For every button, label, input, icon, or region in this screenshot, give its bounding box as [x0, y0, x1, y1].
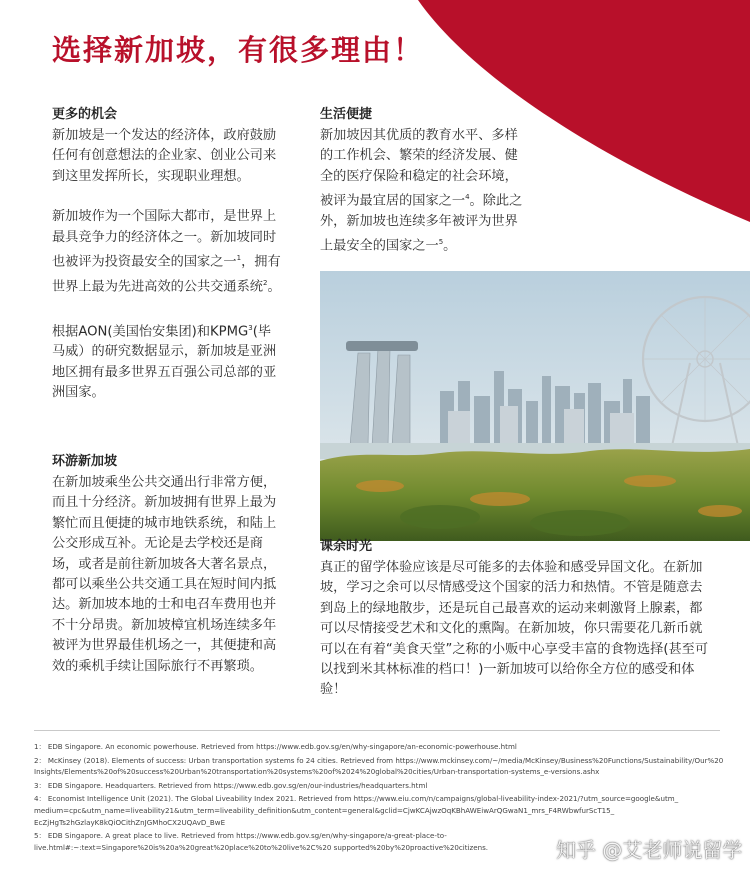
footnote: 3： EDB Singapore. Headquarters. Retrieved from https://www.edb.gov.sg/en/our-industries/headquarters.html [34, 780, 428, 790]
paragraph: 新加坡是一个发达的经济体，政府鼓励任何有创意想法的企业家、创业公司来到这里发挥所长，实现职业理想。 [52, 128, 277, 184]
paragraph: 真正的留学体验应该是尽可能多的去体验和感受异国文化。在新加坡，学习之余可以尽情感受这个国家的活力和热情。不管是随意去到岛上的绿地散步，还是玩自己最喜欢的运动来刺激肾上腺素，都可以尽情接受艺术和文化的熏陶。在新加坡，你只需要花几新币就可以在有着“美食天堂”之称的小贩中心享受丰富的食物选择(甚至可以找到米其林标准的档口！)一新加坡可以给你全方位的感受和体验！ [320, 560, 709, 698]
section-heading: 更多的机会 [52, 107, 118, 122]
footnote-ref: 2 [263, 278, 268, 287]
section-convenient-life [320, 103, 526, 257]
footnote: 2： McKinsey (2018). Elements of success: Urban transportation systems fo 24 cities. Retrieved from https://www.mckinsey.com/~/media/McKinsey/Business%20Functions/Sustainability/Our%20 Insights/Elements%20of%20success%20Urban%20transportation%20systems%20of%2024%20global%20cities/Urban-transportation-systems_e-versions.ashx [34, 755, 724, 777]
footnote-ref: 4 [465, 193, 470, 202]
paragraph: 在新加坡乘坐公共交通出行非常方便，而且十分经济。新加坡拥有世界上最为繁忙而且便捷的城市地铁系统，和陆上公交形成互补。无论是去学校还是商场，或者是前往新加坡各大著名景点，都可以乘坐公共交通工具在短时间内抵达。新加坡本地的士和电召车费用也并不十分昂贵。新加坡樟宜机场连续多年被评为世界最佳机场之一，其便捷和高效的乘机手续让国际旅行不再繁琐。 [52, 475, 277, 674]
section-heading: 环游新加坡 [52, 454, 118, 469]
footnote-divider [34, 730, 720, 731]
section-heading: 课余时光 [320, 539, 373, 554]
page-title: 选择新加坡，有很多理由！ [52, 33, 425, 67]
footnote-ref: 1 [236, 254, 242, 263]
section-leisure-time [320, 535, 710, 701]
footnote-ref: 3 [248, 323, 253, 332]
watermark-text: 知乎 @艾老师说留学 [556, 838, 743, 862]
paragraph: 新加坡作为一个国际大都市，是世界上最具竞争力的经济体之一。新加坡同时也被评为投资最安全的国家之一$^1$，拥有世界上最为先进高效的公共交通系统$^2$。 [52, 209, 281, 295]
singapore-skyline-photo [320, 271, 750, 541]
footnote: 1： EDB Singapore. An economic powerhouse. Retrieved from https://www.edb.gov.sg/en/why-singapore/an-economic-powerhouse.html [34, 742, 517, 751]
section-heading: 生活便捷 [320, 107, 373, 122]
footnote-ref: 5 [438, 238, 444, 247]
paragraph: 根据AON(美国怡安集团)和KPMG$^3$(毕马威）的研究数据显示，新加坡是亚洲地区拥有最多世界五百强公司总部的亚洲国家。 [52, 323, 277, 401]
paragraph: 新加坡因其优质的教育水平、多样的工作机会、繁荣的经济发展、健全的医疗保险和稳定的社会环境，被评为最宜居的国家之一$^4$。除此之外，新加坡也连续多年被评为世界上最安全的国家之一$^5$。 [320, 128, 523, 254]
footnote: 4： Economist Intelligence Unit (2021). The Global Liveability Index 2021. Retrieved from https://www.eiu.com/n/campaigns/global-liveability-index-2021/?utm_source=google&utm_ medium=cpc&utm_name=liveability21&utm_term=liveability_definition&utm_content=general&gclid=CjwKCAjwzOqKBhAWEiwArQGwaN1_mrs_F4RWbwfurScT15_ EcZjHgTs2hGzlayK8kQiOCithZnJGMhoCX2UQAvD_BwE [34, 794, 679, 827]
section-more-opportunities [52, 103, 284, 404]
footnote: 5： EDB Singapore. A great place to live. Retrieved from https://www.edb.gov.sg/en/why-singapore/a-great-place-to-live.html#:~:text=Singapore%20is%20a%20great%20place%20to%20live%2C%20 supported%20by%20proactive%20citizens. [34, 831, 489, 852]
section-travel-singapore [52, 450, 284, 677]
